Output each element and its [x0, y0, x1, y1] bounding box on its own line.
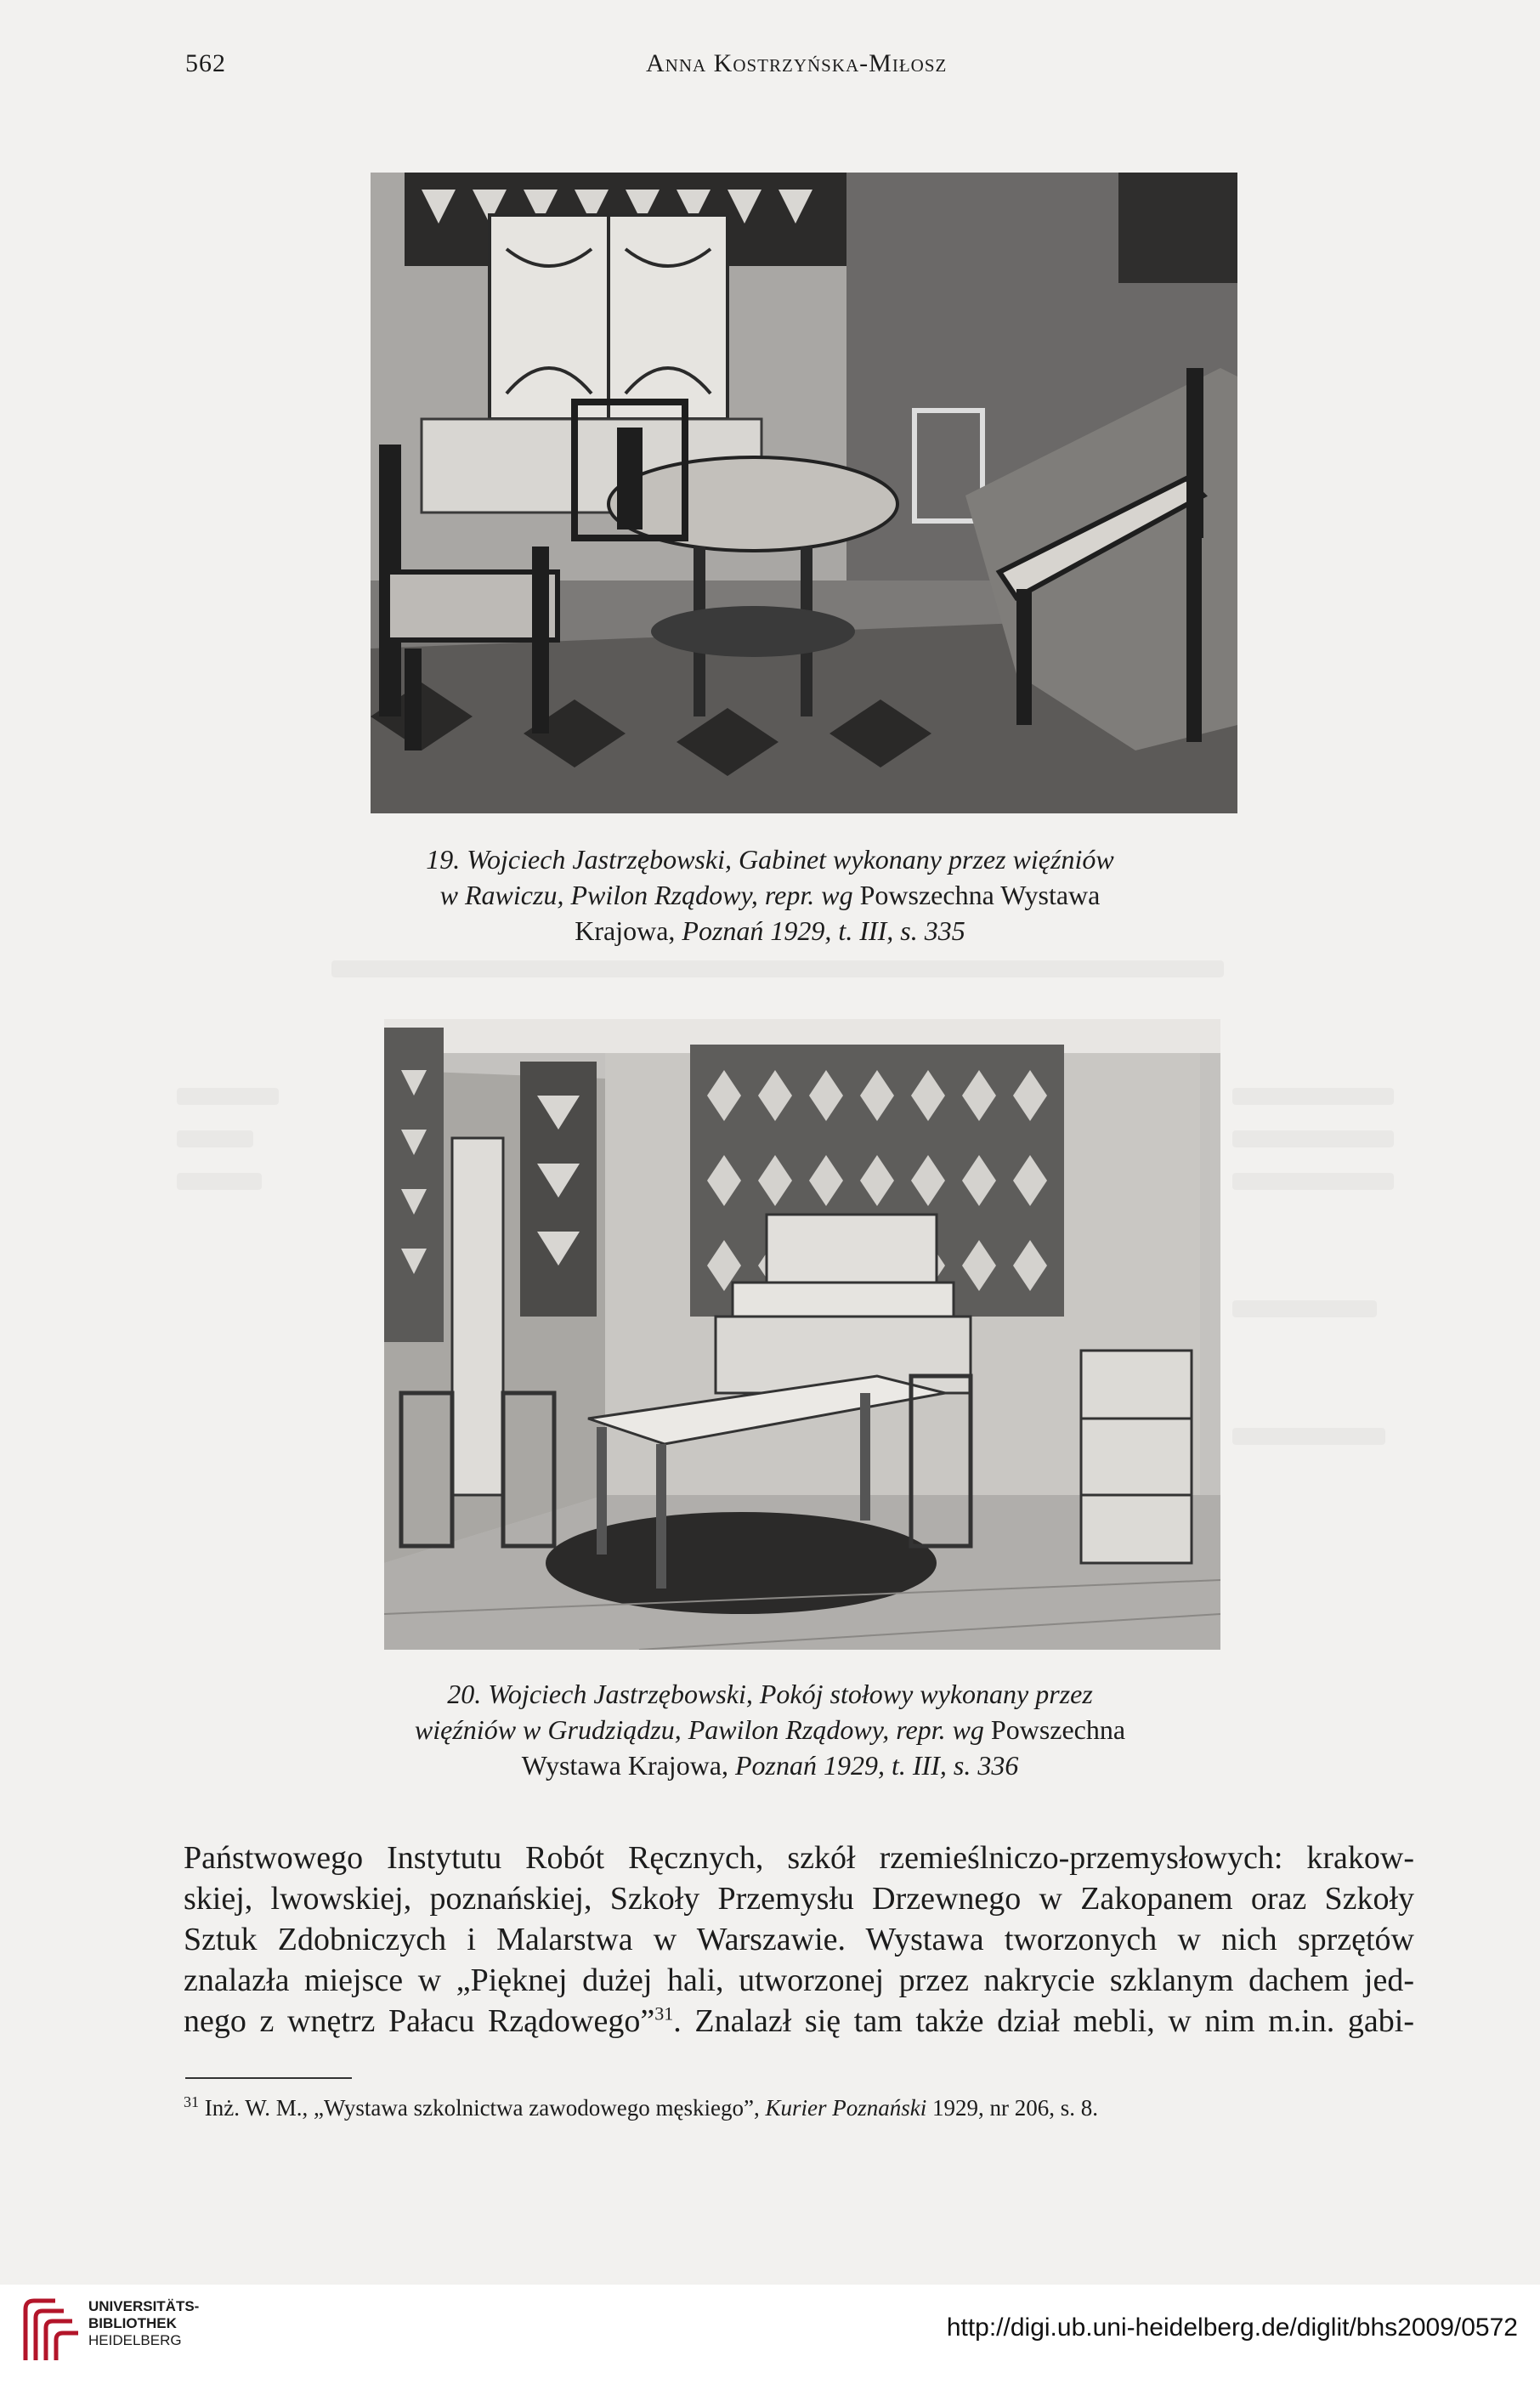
- bleed-through-texture: [1232, 1173, 1394, 1190]
- body-line: skiej, lwowskiej, poznańskiej, Szkoły Przemysłu Drzewnego w Zakopanem oraz Szkoły: [184, 1881, 1414, 1917]
- figure-19-photo: [371, 173, 1237, 813]
- caption-line: 19. Wojciech Jastrzębowski, Gabinet wykonany przez więźniów: [426, 844, 1114, 875]
- running-head: [0, 49, 1540, 83]
- bleed-through-texture: [331, 960, 1224, 977]
- caption-title-upright: Powszechna: [990, 1714, 1126, 1745]
- caption-title-upright: Powszechna Wystawa: [859, 880, 1101, 910]
- study-room-photo-image: [371, 173, 1237, 813]
- footnote-text: Inż. W. M., „Wystawa szkolnictwa zawodowego męskiego”,: [199, 2095, 766, 2121]
- body-paragraph: [184, 1838, 1414, 2042]
- bleed-through-texture: [1232, 1428, 1385, 1445]
- source-url-link[interactable]: http://digi.ub.uni-heidelberg.de/diglit/bhs2009/0572: [946, 2314, 1518, 2342]
- footnote-rule: [185, 2077, 352, 2079]
- figure-19-caption: [218, 841, 1322, 949]
- footnote-reference[interactable]: 31: [654, 2002, 674, 2025]
- page-number: 562: [185, 49, 226, 77]
- library-name: [88, 2298, 199, 2349]
- caption-title-upright: Wystawa Krajowa,: [521, 1750, 735, 1781]
- bleed-through-texture: [1232, 1130, 1394, 1147]
- bleed-through-texture: [177, 1130, 253, 1147]
- running-author: Anna Kostrzyńska-Miłosz: [646, 49, 948, 77]
- body-line: [184, 2001, 1414, 2042]
- bleed-through-texture: [1232, 1300, 1377, 1317]
- library-name-line: UNIVERSITÄTS-: [88, 2298, 200, 2314]
- body-line-segment: . Znalazł się tam także dział mebli, w nim m.in. gabi-: [673, 2003, 1414, 2039]
- body-line: Sztuk Zdobniczych i Malarstwa w Warszawie. Wystawa tworzonych w nich sprzętów: [184, 1922, 1414, 1957]
- caption-line: w Rawiczu, Pwilon Rządowy, repr. wg: [439, 880, 860, 910]
- library-name-line: BIBLIOTHEK: [88, 2315, 177, 2331]
- caption-line: Poznań 1929, t. III, s. 336: [735, 1750, 1019, 1781]
- bleed-through-texture: [1232, 1088, 1394, 1105]
- bleed-through-texture: [177, 1173, 262, 1190]
- body-line: Państwowego Instytutu Robót Ręcznych, szkół rzemieślniczo-przemysłowych: krakow-: [184, 1840, 1414, 1876]
- caption-line: Poznań 1929, t. III, s. 335: [682, 915, 965, 946]
- library-logo-icon: [17, 2292, 85, 2369]
- caption-line: więźniów w Grudziądzu, Pawilon Rządowy, repr. wg: [414, 1714, 991, 1745]
- dining-room-photo-image: [384, 1019, 1220, 1650]
- footnote-journal-title: Kurier Poznański: [765, 2095, 927, 2121]
- body-line: znalazła miejsce w „Pięknej dużej hali, utworzonej przez nakrycie szklanym dachem jed-: [184, 1962, 1414, 1998]
- bleed-through-texture: [177, 1088, 279, 1105]
- footnote-number: 31: [184, 2093, 199, 2110]
- caption-line: 20. Wojciech Jastrzębowski, Pokój stołowy wykonany przez: [447, 1679, 1093, 1709]
- caption-title-upright: Krajowa,: [575, 915, 682, 946]
- footnote-text: 1929, nr 206, s. 8.: [926, 2095, 1098, 2121]
- footnote: [184, 2093, 1424, 2123]
- body-line-segment: nego z wnętrz Pałacu Rządowego”: [184, 2003, 655, 2039]
- figure-20-caption: [218, 1676, 1322, 1783]
- figure-20-photo: [384, 1019, 1220, 1650]
- library-name-line: HEIDELBERG: [88, 2332, 182, 2348]
